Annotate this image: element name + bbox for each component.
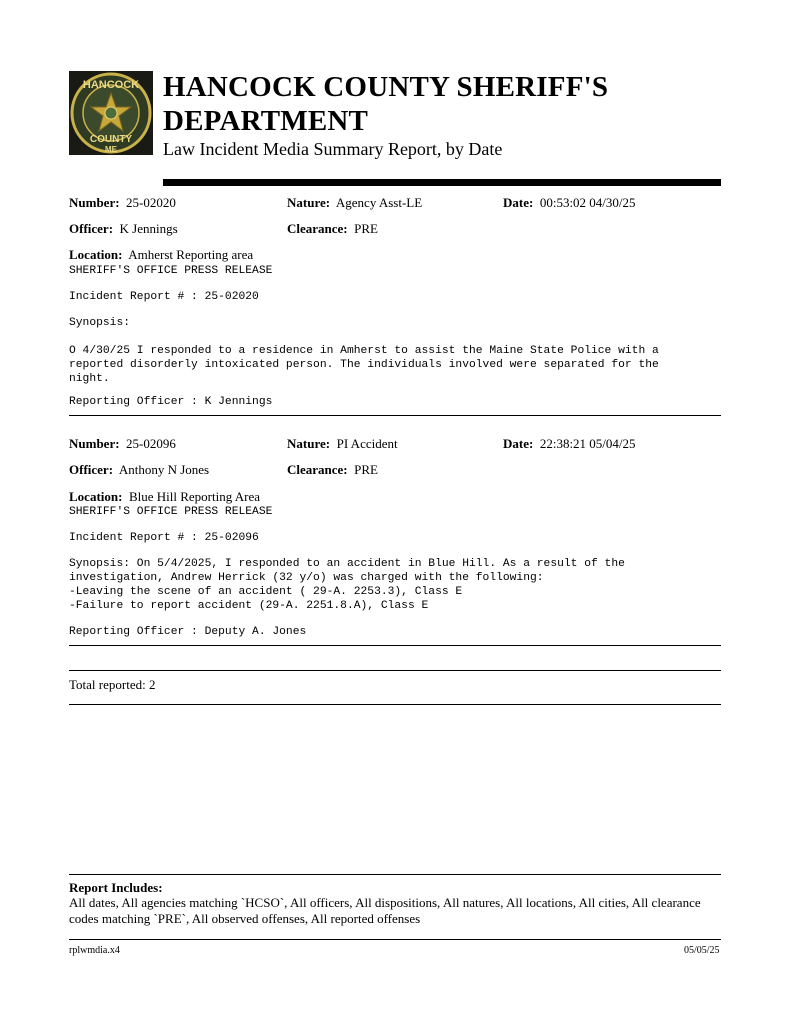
title-line-1: HANCOCK COUNTY SHERIFF'S <box>163 71 609 103</box>
synopsis-line: night. <box>69 373 110 385</box>
number-label: Number: <box>69 195 120 210</box>
synopsis-line: O 4/30/25 I responded to a residence in Amherst to assist the Maine State Police with a <box>69 345 659 357</box>
incident-report-line: Incident Report # : 25-02096 <box>69 532 259 544</box>
incident-clearance <box>287 462 378 478</box>
synopsis-line: Synopsis: On 5/4/2025, I responded to an accident in Blue Hill. As a result of the <box>69 558 625 570</box>
sheriff-badge-logo <box>69 71 153 155</box>
incident-date <box>503 195 636 211</box>
press-release-line: SHERIFF'S OFFICE PRESS RELEASE <box>69 265 273 277</box>
officer-value: Anthony N Jones <box>118 462 210 477</box>
date-value: 00:53:02 04/30/25 <box>539 195 636 210</box>
synopsis-line <box>69 330 659 344</box>
nature-label: Nature: <box>287 436 331 451</box>
logo-text-top: HANCOCK <box>82 79 140 91</box>
incident-number <box>69 195 176 211</box>
date-value: 22:38:21 05/04/25 <box>539 436 636 451</box>
incident-date <box>503 436 636 452</box>
clearance-value: PRE <box>354 462 378 477</box>
officer-value: K Jennings <box>119 221 178 236</box>
synopsis-line: -Leaving the scene of an accident ( 29-A. 2253.3), Class E <box>69 586 463 598</box>
footer-bottom-divider <box>69 939 721 940</box>
press-release-line: SHERIFF'S OFFICE PRESS RELEASE <box>69 506 273 518</box>
incident-officer <box>69 221 178 237</box>
record-divider <box>69 645 721 646</box>
header-divider <box>163 179 721 186</box>
report-includes-text: All dates, All agencies matching `HCSO`, All officers, All dispositions, All natures, All locations, All cities, All clearance codes matching `PRE`, All observed offenses, All reported offenses <box>69 895 701 926</box>
reporting-officer-line: Reporting Officer : Deputy A. Jones <box>69 626 307 638</box>
logo-text-state: ME <box>105 145 117 154</box>
incident-clearance <box>287 221 378 237</box>
reporting-officer-line: Reporting Officer : K Jennings <box>69 396 273 408</box>
footer-top-divider <box>69 874 721 875</box>
totals-top-divider <box>69 670 721 671</box>
logo-text-bottom: COUNTY <box>89 134 133 145</box>
synopsis-block <box>69 557 625 613</box>
officer-label: Officer: <box>69 221 114 236</box>
date-label: Date: <box>503 195 534 210</box>
incident-report-line: Incident Report # : 25-02020 <box>69 291 259 303</box>
incident-nature <box>287 436 398 452</box>
number-label: Number: <box>69 436 120 451</box>
location-value: Blue Hill Reporting Area <box>128 489 261 504</box>
clearance-label: Clearance: <box>287 462 348 477</box>
incident-officer <box>69 462 209 478</box>
synopsis-line: -Failure to report accident (29-A. 2251.8.A), Class E <box>69 600 429 612</box>
date-label: Date: <box>503 436 534 451</box>
synopsis-line: reported disorderly intoxicated person. The individuals involved were separated for the <box>69 359 659 371</box>
synopsis-line: Synopsis: <box>69 317 131 329</box>
incident-location <box>69 247 253 263</box>
report-title <box>163 70 723 138</box>
clearance-value: PRE <box>354 221 378 236</box>
location-label: Location: <box>69 489 123 504</box>
location-label: Location: <box>69 247 123 262</box>
report-subtitle: Law Incident Media Summary Report, by Date <box>163 139 503 159</box>
location-value: Amherst Reporting area <box>128 247 254 262</box>
incident-location <box>69 489 260 505</box>
report-includes-heading: Report Includes: <box>69 880 163 895</box>
incident-number <box>69 436 176 452</box>
totals-bottom-divider <box>69 704 721 705</box>
number-value: 25-02020 <box>126 195 176 210</box>
synopsis-line: investigation, Andrew Herrick (32 y/o) was charged with the following: <box>69 572 544 584</box>
clearance-label: Clearance: <box>287 221 348 236</box>
nature-label: Nature: <box>287 195 331 210</box>
print-date: 05/05/25 <box>684 945 720 956</box>
synopsis-block <box>69 316 659 386</box>
record-divider <box>69 415 721 416</box>
report-code: rplwmdia.x4 <box>69 945 120 956</box>
nature-value: PI Accident <box>336 436 398 451</box>
incident-nature <box>287 195 422 211</box>
number-value: 25-02096 <box>126 436 176 451</box>
total-reported: Total reported: 2 <box>69 677 156 692</box>
officer-label: Officer: <box>69 462 114 477</box>
nature-value: Agency Asst-LE <box>335 195 423 210</box>
title-line-2: DEPARTMENT <box>163 105 369 137</box>
